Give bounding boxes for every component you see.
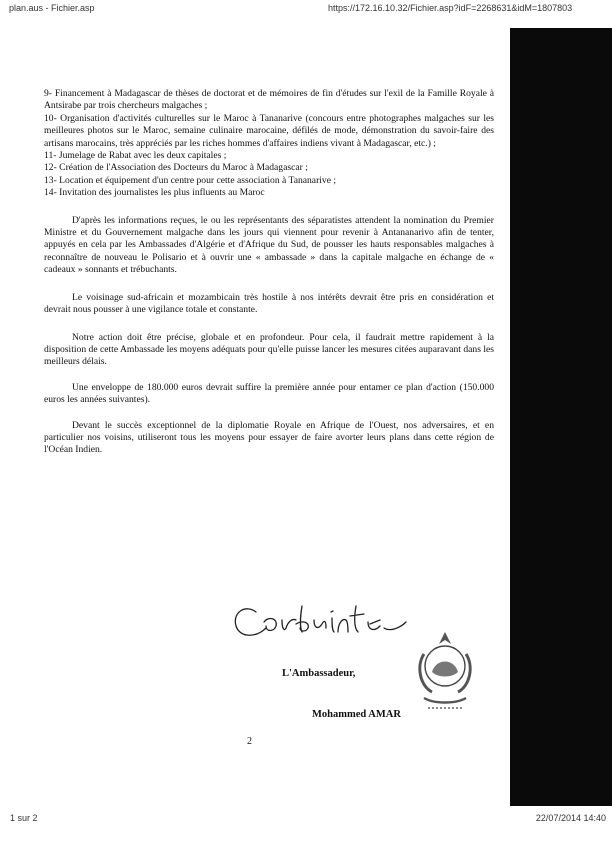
print-timestamp: 22/07/2014 14:40 <box>535 813 606 823</box>
list-item-9: 9- Financement à Madagascar de thèses de doctorat et de mémoires de fin d'études sur l'exil de la Famille Royale à Antsirabe par trois chercheurs malgaches ; <box>44 88 494 112</box>
embassy-seal <box>410 628 480 720</box>
list-item-13: 13- Location et équipement d'un centre pour cette association à Tananarive ; <box>44 174 337 186</box>
browser-print-url: https://172.16.10.32/Fichier.asp?idF=2268631&idM=1807803 <box>328 3 573 13</box>
list-item-12: 12- Création de l'Association des Docteurs du Maroc à Madagascar ; <box>44 162 308 174</box>
paragraph-action: Notre action doit être précise, globale et en profondeur. Pour cela, il faudrait mettre rapidement à la disposition de cette Ambassade les moyens adéquats pour qu'elle puisse lancer les mesures citées auparavant dans les meilleurs délais. <box>44 331 494 368</box>
ambassador-title: L'Ambassadeur, <box>282 668 356 679</box>
paragraph-enveloppe: Une enveloppe de 180.000 euros devrait suffire la première année pour entamer ce plan d'action (150.000 euros les années suivantes). <box>44 381 494 406</box>
ambassador-name: Mohammed AMAR <box>312 709 401 720</box>
print-page-count: 1 sur 2 <box>10 813 38 823</box>
list-item-14: 14- Invitation des journalistes les plus influents au Maroc <box>44 187 265 199</box>
list-item-10: 10- Organisation d'activités culturelles sur le Maroc à Tananarive (concours entre photographes malgaches sur les meilleures photos sur le Maroc, semaine culinaire marocaine, défilés de mode, démonstration du savoir-faire des artisans marocains, très appréciés par les riches hommes d'affaires indiens vivant à Madagascar, etc.) ; <box>44 112 494 149</box>
list-item-11: 11- Jumelage de Rabat avec les deux capitales ; <box>44 150 227 162</box>
letter-body <box>44 88 494 457</box>
browser-print-title: plan.aus - Fichier.asp <box>9 3 95 13</box>
paragraph-separatistes: D'après les informations reçues, le ou les représentants des séparatistes attendent la nomination du Premier Ministre et du Gouvernement malgache dans les jours qui viennent pour revenir à Antananarivo afin de tenter, appuyés en cela par les Ambassades d'Algérie et d'Afrique du Sud, de pousser les hauts responsables malgaches à reconnaître de nouveau le Polisario et à ouvrir une « ambassade » dans la capitale malgache en échange de « cadeaux » sonnants et trébuchants. <box>44 214 494 276</box>
paragraph-voisinage: Le voisinage sud-africain et mozambicain très hostile à nos intérêts devrait être pris en considération et devrait nous pousser à une vigilance totale et constante. <box>44 291 494 316</box>
handwritten-signature <box>230 598 430 650</box>
paragraph-diplomatie: Devant le succès exceptionnel de la diplomatie Royale en Afrique de l'Ouest, nos adversaires, et en particulier nos voisins, utiliseront tous les moyens pour essayer de faire avorter leurs plans dans cette région de l'Océan Indien. <box>44 419 494 456</box>
signature-block <box>230 598 530 748</box>
page-number: 2 <box>247 736 252 747</box>
